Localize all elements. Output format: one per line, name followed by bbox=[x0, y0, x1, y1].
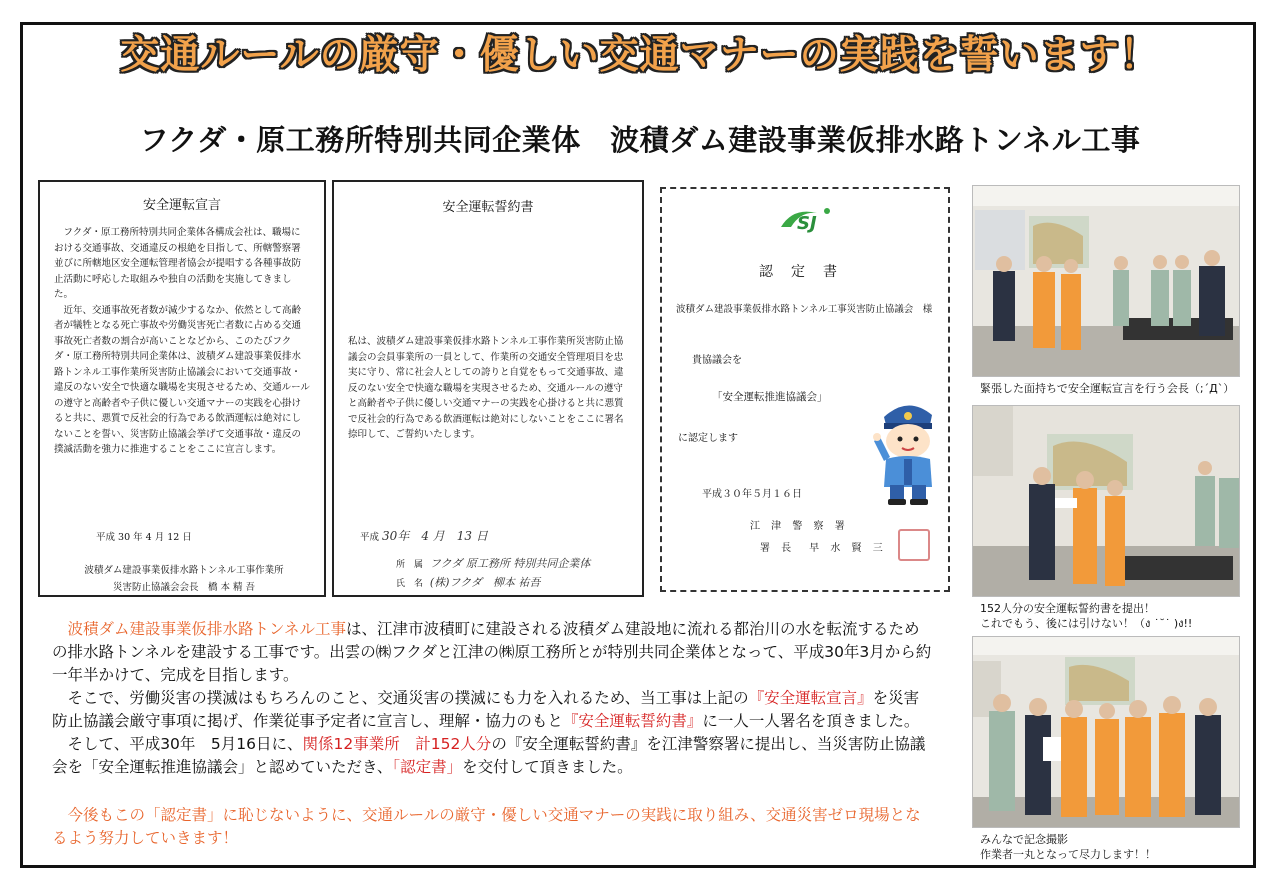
pledge-name bbox=[396, 574, 540, 590]
certificate-highlight: 「認定書」 bbox=[392, 758, 463, 776]
body-paragraph-3-text-b: の『安全運転誓約書』を江津警察署に提出し、当災害防止協議会を「安全運転推進協議会」と認めていただき、 bbox=[52, 735, 926, 776]
closing-statement: 今後もこの「認定書」に恥じないように、交通ルールの厳守・優しい交通マナーの実践に取り組み、交通災害ゼロ現場となるよう努力していきます！ bbox=[52, 806, 921, 847]
declaration-date: 平成 30 年 4 月 12 日 bbox=[96, 532, 192, 543]
photo-3-caption bbox=[980, 832, 1156, 862]
pledge-affiliation-value: フクダ 原工務所 特別共同企業体 bbox=[429, 557, 591, 570]
body-paragraph-2-text-b: を災害防止協議会厳守事項に掲げ、作業従事予定者に宣言し、理解・協力のもと bbox=[52, 689, 920, 730]
body-paragraph-3 bbox=[52, 733, 932, 779]
pledge-affiliation bbox=[396, 555, 590, 571]
police-mascot-icon bbox=[870, 395, 945, 507]
project-name-highlight: 波積ダム建設事業仮排水路トンネル工事 bbox=[67, 620, 347, 638]
declaration-highlight: 『安全運転宣言』 bbox=[748, 689, 873, 707]
body-paragraph-2-text-a: そこで、労働災害の撲滅はもちろんのこと、交通災害の撲滅にも力を入れるため、当工事は上記の bbox=[67, 689, 749, 707]
pledge-affiliation-label: 所 属 bbox=[396, 560, 424, 570]
declaration-body bbox=[40, 225, 324, 458]
body-paragraph-2 bbox=[52, 687, 932, 733]
count-highlight: 関係12事業所 計152人分 bbox=[302, 735, 492, 753]
certificate-logo-icon bbox=[777, 205, 835, 233]
pledge-date-handwritten: 30年 4 月 13 日 bbox=[382, 529, 488, 543]
declaration-paragraph-2: 近年、交通事故死者数が減少するなか、依然として高齢者が犠牲となる死亡事故や労働災害死亡者数に占める交通事故死亡者数の割合が高いことなどから、このたびフクダ・原工務所特別共同企業体は、波積ダム建設事業仮排水路トンネル工事作業所災害防止協議会において交通事故・違反のない安全で快適な職場を実現させるため、交通ルールの遵守と高齢者や子供に優しい交通マナーの実践を心掛けると共に、悪質で反社会的行為である飲酒運転は絶対にしないことを誓い、災害防止協議会挙げて交通事故・違反の撲滅活動を強力に推進することをここに宣言します。 bbox=[54, 304, 310, 455]
pledge-highlight: 『安全運転誓約書』 bbox=[562, 712, 703, 730]
declaration-document bbox=[38, 180, 326, 597]
body-paragraph-2-text-c: に一人一人署名を頂きました。 bbox=[702, 712, 920, 730]
declaration-org: 波積ダム建設事業仮排水路トンネル工事作業所 bbox=[84, 565, 284, 576]
certificate-chief: 署 長 早 水 賢 三 bbox=[760, 543, 887, 554]
certificate-line-1: 貴協議会を bbox=[692, 355, 742, 366]
photo-declaration-ceremony bbox=[972, 185, 1240, 377]
official-seal-icon bbox=[898, 529, 930, 561]
pledge-name-label: 氏 名 bbox=[396, 579, 424, 589]
photo-1-caption: 緊張した面持ちで安全運転宣言を行う会長（;´Д`） bbox=[980, 382, 1235, 395]
photo-2-caption bbox=[980, 601, 1192, 631]
certificate-date: 平成３０年５月１６日 bbox=[702, 489, 802, 500]
declaration-heading: 安全運転宣言 bbox=[142, 198, 221, 213]
body-paragraph-3-text-c: を交付して頂きました。 bbox=[462, 758, 633, 776]
body-paragraph-3-text-a: そして、平成30年 5月16日に、 bbox=[67, 735, 303, 753]
photo-pledge-submission bbox=[972, 405, 1240, 597]
certificate-line-3: に認定します bbox=[678, 433, 738, 444]
body-text bbox=[52, 618, 932, 779]
pledge-name-value: (株)フクダ 柳本 祐吾 bbox=[429, 576, 541, 589]
page-title: 交通ルールの厳守・優しい交通マナーの実践を誓います！ bbox=[120, 33, 1160, 78]
pledge-date bbox=[360, 527, 488, 544]
declaration-paragraph-1: フクダ・原工務所特別共同企業体各構成会社は、職場における交通事故、交通違反の根絶を目指して、所轄警察署並びに所轄地区安全運転管理者協会が提唱する各種事故防止活動に呼応した取組みや独自の活動を実施してきました。 bbox=[54, 227, 302, 300]
certificate-line-2: 「安全運転推進協議会」 bbox=[712, 391, 828, 403]
certificate-recipient: 波積ダム建設事業仮排水路トンネル工事災害防止協議会 様 bbox=[676, 304, 933, 315]
pledge-heading: 安全運転誓約書 bbox=[442, 200, 534, 215]
pledge-document bbox=[332, 180, 644, 597]
photo-group-commemorative bbox=[972, 636, 1240, 828]
body-paragraph-1-text: は、江津市波積町に建設される波積ダム建設地に流れる都治川の水を転流するための排水路トンネルを建設する工事です。出雲の㈱フクダと江津の㈱原工務所とが特別共同企業体となって、平成30年3月から約一年半かけて、完成を目指します。 bbox=[52, 620, 932, 684]
body-paragraph-1 bbox=[52, 618, 932, 687]
declaration-signature bbox=[40, 562, 328, 596]
certificate-document bbox=[660, 187, 950, 592]
svg-text:SJ: SJ bbox=[797, 213, 817, 233]
pledge-date-prefix: 平成 bbox=[360, 532, 380, 543]
photo-3-caption-line-1: みんなで記念撮影 bbox=[980, 833, 1068, 846]
certificate-issuer: 江 津 警 察 署 bbox=[750, 521, 849, 532]
photo-2-caption-line-1: 152人分の安全運転誓約書を提出！ bbox=[980, 602, 1155, 615]
certificate-title: 認定書 bbox=[759, 264, 855, 280]
photo-3-caption-line-2: 作業者一丸となって尽力します！！ bbox=[980, 848, 1156, 861]
declaration-chair: 災害防止協議会会長 橋 本 精 吾 bbox=[112, 582, 256, 593]
pledge-body: 私は、波積ダム建設事業仮排水路トンネル工事作業所災害防止協議会の会員事業所の一員として、作業所の交通安全管理項目を忠実に守り、常に社会人としての誇りと自覚をもって交通事故、違反のない安全で快適な職場を実現させるため、交通ルールの遵守と高齢者や子供に優しい交通マナーの実践を心掛けると共に悪質で反社会的行為である飲酒運転は絶対にしないことをここに署名捺印して、ご誓約いたします。 bbox=[348, 336, 624, 440]
photo-2-caption-line-2: これでもう、後には引けない！（ง ˙˘˙ )ง!! bbox=[980, 617, 1193, 630]
page-subtitle: フクダ・原工務所特別共同企業体 波積ダム建設事業仮排水路トンネル工事 bbox=[139, 123, 1141, 157]
